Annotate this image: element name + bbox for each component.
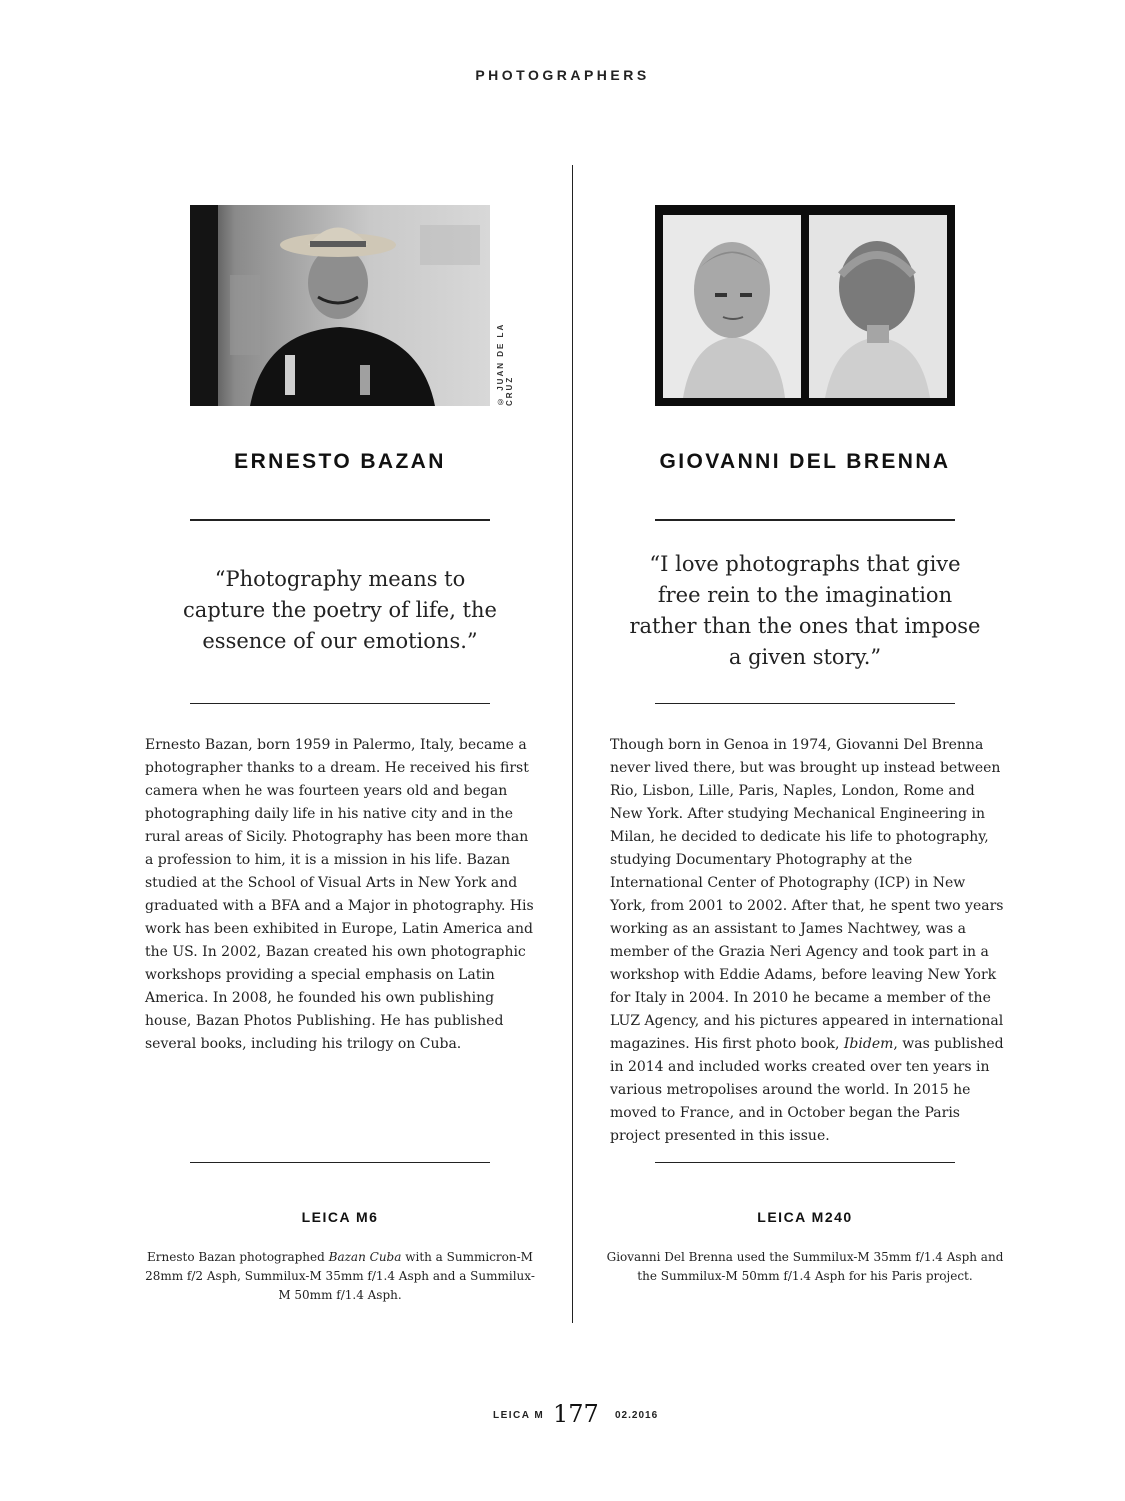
quote-line: essence of our emotions.” bbox=[202, 629, 478, 653]
camera-text: Ernesto Bazan photographed bbox=[147, 1250, 329, 1264]
bio-text: Though born in Genoa in 1974, Giovanni Del Brenna never lived there, but was brought up instead between Rio, Lisbon, Lille, Paris, Naples, London, Rome and New York. After studying Mechanical Engineering in Milan, he decided to dedicate his life to photography, studying Documentary Photography at the International Center of Photography (ICP) in New York, from 2001 to 2002. After that, he spent two years working as an assistant to James Nachtwey, was a member of the Grazia Neri Agency and took part in a workshop with Eddie Adams, before leaving New York for Italy in 2004. In 2010 he became a member of the LUZ Agency, and his pictures appeared in international magazines. His first photo book, bbox=[610, 737, 1004, 1052]
quote-line: a given story.” bbox=[728, 645, 882, 669]
quote-rule bbox=[190, 703, 490, 704]
photographer-name: ERNESTO BAZAN bbox=[234, 450, 446, 473]
column-divider bbox=[572, 165, 573, 1323]
biography-text: Ernesto Bazan, born 1959 in Palermo, Italy, became a photographer thanks to a dream. He received his first camera when he was fourteen years old and began photographing daily life in his native city and in the rural areas of Sicily. Photography has been more than a profession to him, it is a mission in his life. Bazan studied at the School of Visual Arts in New York and graduated with a BFA and a Major in photography. His work has been exhibited in Europe, Latin America and the US. In 2002, Bazan created his own photographic workshops providing a special emphasis on Latin America. In 2008, he founded his own publishing house, Bazan Photos Publishing. He has published several books, including his trilogy on Cuba. bbox=[145, 737, 534, 1052]
pull-quote bbox=[615, 549, 995, 673]
section-label: PHOTOGRAPHERS bbox=[475, 67, 650, 83]
camera-description: Giovanni Del Brenna used the Summilux-M 35mm f/1.4 Asph and the Summilux-M 50mm f/1.4 Asph for his Paris project. bbox=[606, 1250, 1004, 1283]
pull-quote bbox=[150, 564, 530, 657]
quote-line: capture the poetry of life, the bbox=[183, 598, 497, 622]
biography bbox=[145, 734, 540, 1056]
name-rule bbox=[655, 519, 955, 521]
quote-line: “Photography means to bbox=[214, 567, 466, 591]
photographer-column-right bbox=[595, 0, 1015, 1501]
camera-rule bbox=[655, 1162, 955, 1163]
camera-description bbox=[140, 1248, 540, 1305]
portrait-ernesto-bazan bbox=[190, 205, 490, 406]
quote-rule bbox=[655, 703, 955, 704]
photo-credit: © JUAN DE LA CRUZ bbox=[496, 323, 514, 406]
quote-line: “I love photographs that give bbox=[649, 552, 961, 576]
biography-text bbox=[610, 734, 1005, 1148]
photographer-name: GIOVANNI DEL BRENNA bbox=[659, 450, 951, 473]
camera-rule bbox=[190, 1162, 490, 1163]
issue-date: 02.2016 bbox=[615, 1410, 659, 1421]
bio-text: , was published in 2014 and included works created over ten years in various metropolises around the world. In 2015 he moved to France, and in October began the Paris project presented in this issue. bbox=[610, 1036, 1004, 1144]
page-number: 177 bbox=[553, 1400, 599, 1428]
biography bbox=[610, 734, 1005, 1148]
camera-text: with a Summicron-M 28mm f/2 Asph, Summilux-M 35mm f/1.4 Asph and a Summilux-M 50mm f/1.4 Asph. bbox=[145, 1250, 535, 1302]
page-footer bbox=[0, 1400, 1125, 1430]
camera-title: LEICA M6 bbox=[301, 1209, 379, 1225]
photographer-column-left bbox=[130, 0, 550, 1501]
name-rule bbox=[190, 519, 490, 521]
quote-line: rather than the ones that impose bbox=[629, 614, 981, 638]
magazine-brand: LEICA M bbox=[493, 1410, 545, 1421]
portrait-giovanni-del-brenna bbox=[655, 205, 955, 406]
book-title: Ibidem bbox=[843, 1036, 894, 1052]
quote-line: free rein to the imagination bbox=[657, 583, 953, 607]
camera-title: LEICA M240 bbox=[757, 1209, 853, 1225]
book-title: Bazan Cuba bbox=[328, 1250, 402, 1264]
